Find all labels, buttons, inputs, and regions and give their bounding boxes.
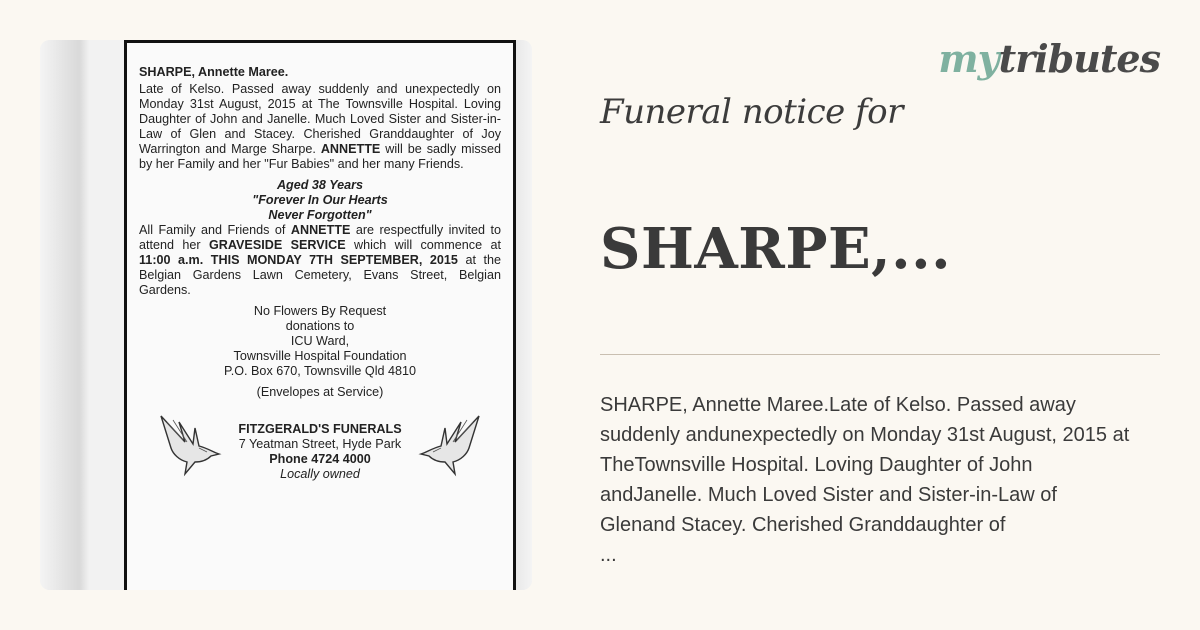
logo-part-my: my — [938, 36, 999, 81]
newspaper-notice — [124, 40, 516, 590]
funeral-home-phone: Phone 4724 4000 — [269, 452, 371, 466]
page-title: SHARPE,... — [600, 216, 952, 282]
notice-verse-line-1: "Forever In Our Hearts — [252, 193, 388, 207]
notice-bold-service: GRAVESIDE SERVICE — [208, 238, 346, 252]
notice-excerpt — [600, 390, 1200, 570]
excerpt-line: TheTownsville Hospital. Loving Daughter of John — [600, 454, 1033, 476]
funeral-home-name: FITZGERALD'S FUNERALS — [238, 422, 402, 436]
excerpt-line: SHARPE, Annette Maree.Late of Kelso. Passed away — [600, 394, 1076, 416]
notice-ward: ICU Ward, — [290, 334, 350, 348]
notice-verse-line-2: Never Forgotten" — [268, 208, 372, 222]
notice-image — [40, 40, 532, 590]
notice-envelopes: (Envelopes at Service) — [256, 385, 384, 399]
notice-flowers: No Flowers By Request — [253, 304, 387, 318]
excerpt-line: Glenand Stacey. Cherished Granddaughter of — [600, 514, 1006, 536]
notice-bold-datetime: 11:00 a.m. THIS MONDAY 7TH SEPTEMBER, 2015 — [139, 253, 458, 267]
notice-age: Aged 38 Years — [276, 178, 364, 192]
funeral-director-block — [139, 422, 501, 482]
mytributes-logo — [938, 36, 1160, 81]
excerpt-line: ... — [600, 544, 617, 566]
divider — [600, 354, 1160, 355]
notice-text: will be sadly missed by her Family and her "Fur Babies" and her many Friends. — [139, 142, 501, 171]
notice-heading: SHARPE, Annette Maree. — [139, 65, 289, 79]
notice-text: are respectfully invited to attend her — [139, 223, 501, 252]
notice-bold-name: ANNETTE — [320, 142, 381, 156]
notice-foundation: Townsville Hospital Foundation — [233, 349, 407, 363]
dove-icon — [413, 408, 485, 480]
page-kicker: Funeral notice for — [600, 92, 903, 132]
notice-donations: donations to — [285, 319, 355, 333]
funeral-home-tagline: Locally owned — [280, 467, 360, 481]
notice-bold-name: ANNETTE — [290, 223, 351, 237]
dove-icon — [155, 408, 227, 480]
notice-text: at the Belgian Gardens Lawn Cemetery, Evans Street, Belgian Gardens. — [139, 253, 501, 297]
notice-paragraph-2 — [139, 223, 501, 298]
funeral-home-address: 7 Yeatman Street, Hyde Park — [238, 437, 402, 451]
excerpt-line: suddenly andunexpectedly on Monday 31st August, 2015 at — [600, 424, 1130, 446]
notice-po-box: P.O. Box 670, Townsville Qld 4810 — [223, 364, 417, 378]
notice-paragraph-1 — [139, 82, 501, 172]
notice-text: which will commence at — [345, 238, 501, 252]
notice-text: Late of Kelso. Passed away suddenly and unexpectedly on Monday 31st August, 2015 at The Townsville Hospital. Loving Daughter of John and Janelle. Much Loved Sister and Sister-in-Law of Glen and Stacey. Cherished Granddaughter of Joy Warrington and Marge Sharpe. — [139, 82, 501, 156]
excerpt-line: andJanelle. Much Loved Sister and Sister-in-Law of — [600, 484, 1057, 506]
notice-text: All Family and Friends of — [139, 223, 291, 237]
logo-part-tributes: tributes — [998, 36, 1160, 81]
